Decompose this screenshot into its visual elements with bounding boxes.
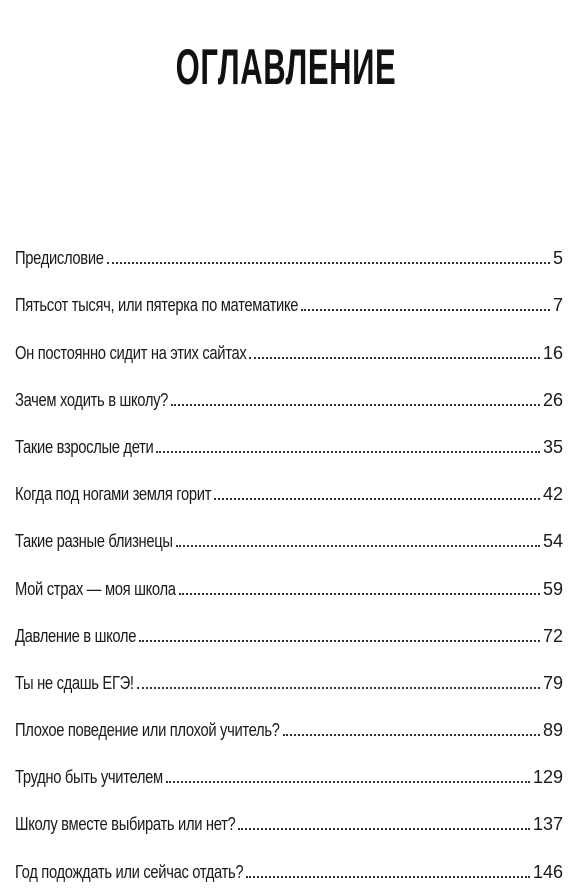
toc-entry-title: Мой страх — моя школа [15, 578, 176, 599]
toc-entry-page: 16 [542, 342, 563, 363]
dot-leader [238, 828, 530, 830]
toc-entry-page: 26 [542, 389, 563, 410]
dot-leader [156, 451, 540, 453]
dot-leader [139, 640, 540, 642]
dot-leader [249, 357, 540, 359]
toc-entry-title: Пятьсот тысяч, или пятерка по математике [15, 295, 299, 316]
toc-entry-title: Ты не сдашь ЕГЭ! [15, 672, 134, 693]
toc-entry-title: Такие взрослые дети [15, 436, 154, 457]
toc-entry-title: Школу вместе выбирать или нет? [15, 814, 236, 835]
toc-entry [15, 647, 563, 694]
dot-leader [171, 404, 540, 406]
toc-entry-title: Предисловие [15, 248, 104, 269]
toc-entry [15, 788, 563, 835]
toc-entry [15, 222, 563, 269]
toc-entry [15, 835, 563, 882]
toc-entry-page: 42 [542, 484, 563, 505]
toc-entry-title: Трудно быть учителем [15, 767, 163, 788]
toc-entry-title: Давление в школе [15, 625, 137, 646]
toc-entry-title: Когда под ногами земля горит [15, 484, 212, 505]
toc-entry-title: Он постоянно сидит на этих сайтах [15, 342, 247, 363]
toc-entry [15, 741, 563, 788]
toc-entry-page: 7 [552, 295, 563, 316]
dot-leader [246, 876, 530, 878]
toc-entry-page: 89 [542, 720, 563, 741]
toc-entry [15, 411, 563, 458]
toc-entry-page: 79 [542, 672, 563, 693]
dot-leader [301, 309, 550, 311]
dot-leader [166, 781, 530, 783]
toc-entry-page: 137 [532, 814, 563, 835]
toc-entry-page: 59 [542, 578, 563, 599]
dot-leader [107, 262, 550, 264]
dot-leader [283, 734, 540, 736]
toc-entry-page: 35 [542, 436, 563, 457]
dot-leader [214, 498, 540, 500]
toc-entry [15, 552, 563, 599]
toc-entry [15, 316, 563, 363]
toc-entry [15, 269, 563, 316]
toc-entry-title: Такие разные близнецы [15, 531, 173, 552]
page-title: ОГЛАВЛЕНИЕ [175, 38, 397, 95]
toc-entry-title: Зачем ходить в школу? [15, 389, 169, 410]
toc-entry-page: 72 [542, 625, 563, 646]
dot-leader [176, 545, 540, 547]
table-of-contents [15, 222, 563, 883]
toc-entry-page: 129 [532, 767, 563, 788]
toc-entry-title: Год подождать или сейчас отдать? [15, 861, 244, 882]
toc-entry-page: 146 [532, 861, 563, 882]
toc-entry [15, 364, 563, 411]
toc-entry [15, 600, 563, 647]
toc-entry-page: 5 [552, 248, 563, 269]
toc-entry [15, 694, 563, 741]
toc-entry [15, 458, 563, 505]
dot-leader [137, 687, 540, 689]
toc-entry [15, 505, 563, 552]
dot-leader [179, 593, 540, 595]
toc-entry-page: 54 [542, 531, 563, 552]
toc-entry-title: Плохое поведение или плохой учитель? [15, 720, 280, 741]
